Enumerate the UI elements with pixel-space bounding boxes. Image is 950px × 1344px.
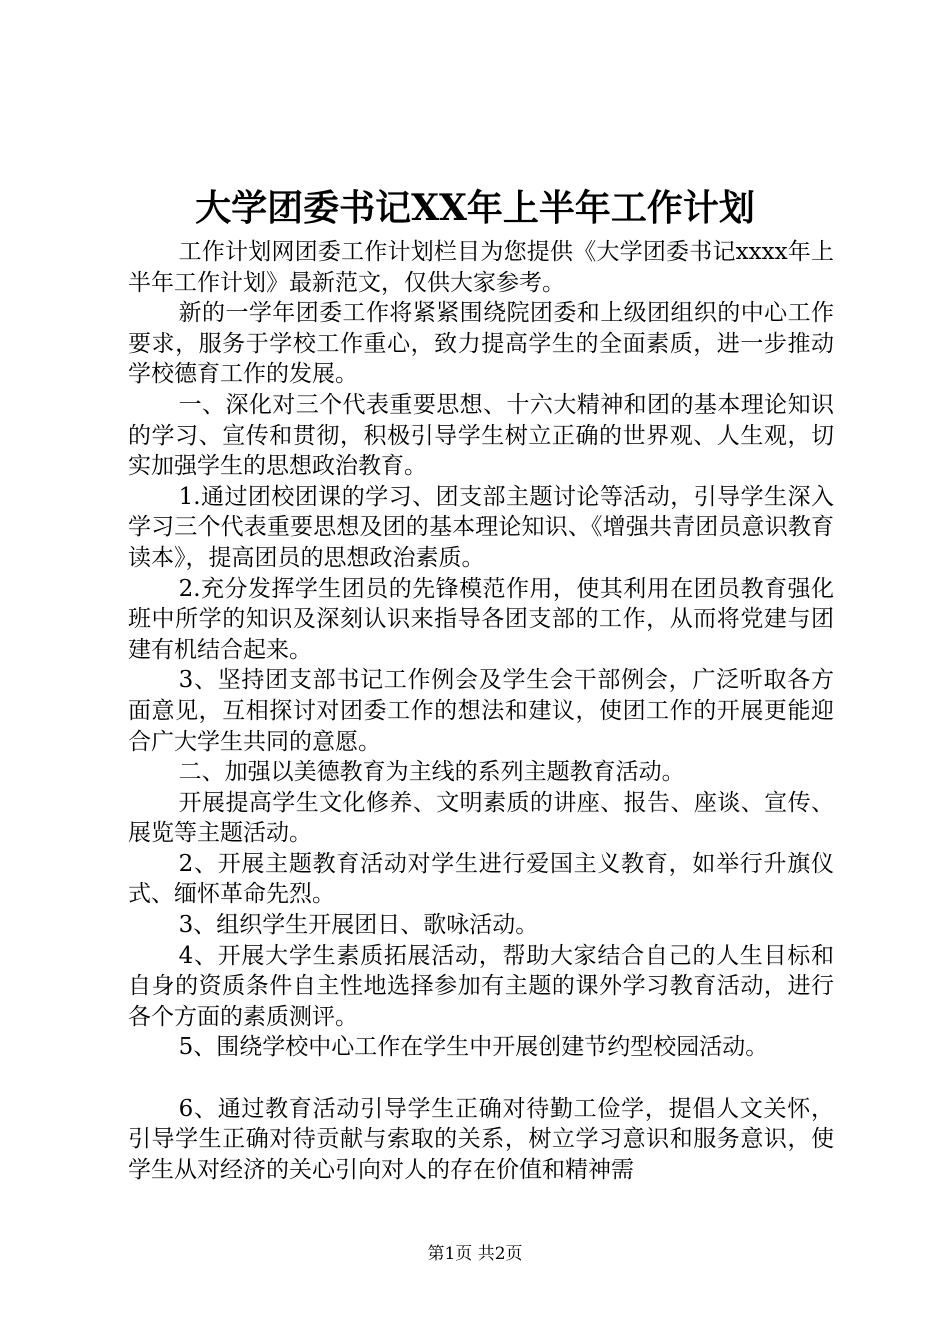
paragraph: 二、加强以美德教育为主线的系列主题教育活动。 bbox=[178, 759, 685, 786]
page-footer: 第1页 共2页 bbox=[427, 1244, 523, 1264]
paragraph: 新的一学年团委工作将紧紧围绕院团委和上级团组织的中心工作要求，服务于学校工作重心，致力提高学生的全面素质，进一步推动学校德育工作的发展。 bbox=[128, 300, 834, 388]
paragraph: 一、深化对三个代表重要思想、十六大精神和团的基本理论知识的学习、宣传和贯彻，积极引导学生树立正确的世界观、人生观，切实加强学生的思想政治教育。 bbox=[128, 391, 834, 480]
paragraph: 2、开展主题教育活动对学生进行爱国主义教育，如举行升旗仪式、缅怀革命先烈。 bbox=[128, 850, 834, 908]
paragraph: 1.通过团校团课的学习、团支部主题讨论等活动，引导学生深入学习三个代表重要思想及团的基本理论知识、《增强共青团员意识教育读本》，提高团员的思想政治素质。 bbox=[128, 483, 834, 571]
paragraph: 开展提高学生文化修养、文明素质的讲座、报告、座谈、宣传、展览等主题活动。 bbox=[128, 789, 834, 847]
paragraph: 2.充分发挥学生团员的先锋模范作用，使其利用在团员教育强化班中所学的知识及深刻认识来指导各团支部的工作，从而将党建与团建有机结合起来。 bbox=[128, 575, 834, 663]
paragraph: 5、围绕学校中心工作在学生中开展创建节约型校园活动。 bbox=[178, 1034, 769, 1061]
document-body bbox=[128, 237, 834, 1185]
document-title: 大学团委书记XX年上半年工作计划 bbox=[195, 187, 755, 229]
paragraph: 3、组织学生开展团日、歌咏活动。 bbox=[178, 912, 539, 939]
paragraph: 4、开展大学生素质拓展活动，帮助大家结合自己的人生目标和自身的资质条件自主性地选择参加有主题的课外学习教育活动，进行各个方面的素质测评。 bbox=[128, 942, 834, 1030]
paragraph: 6、通过教育活动引导学生正确对待勤工俭学，提倡人文关怀，引导学生正确对待贡献与索取的关系，树立学习意识和服务意识，使学生从对经济的关心引向对人的存在价值和精神需 bbox=[128, 1095, 834, 1183]
paragraph: 3、坚持团支部书记工作例会及学生会干部例会，广泛听取各方面意见，互相探讨对团委工作的想法和建议，使团工作的开展更能迎合广大学生共同的意愿。 bbox=[128, 667, 834, 755]
paragraph: 工作计划网团委工作计划栏目为您提供《大学团委书记xxxx年上半年工作计划》最新范文，仅供大家参考。 bbox=[128, 239, 834, 296]
